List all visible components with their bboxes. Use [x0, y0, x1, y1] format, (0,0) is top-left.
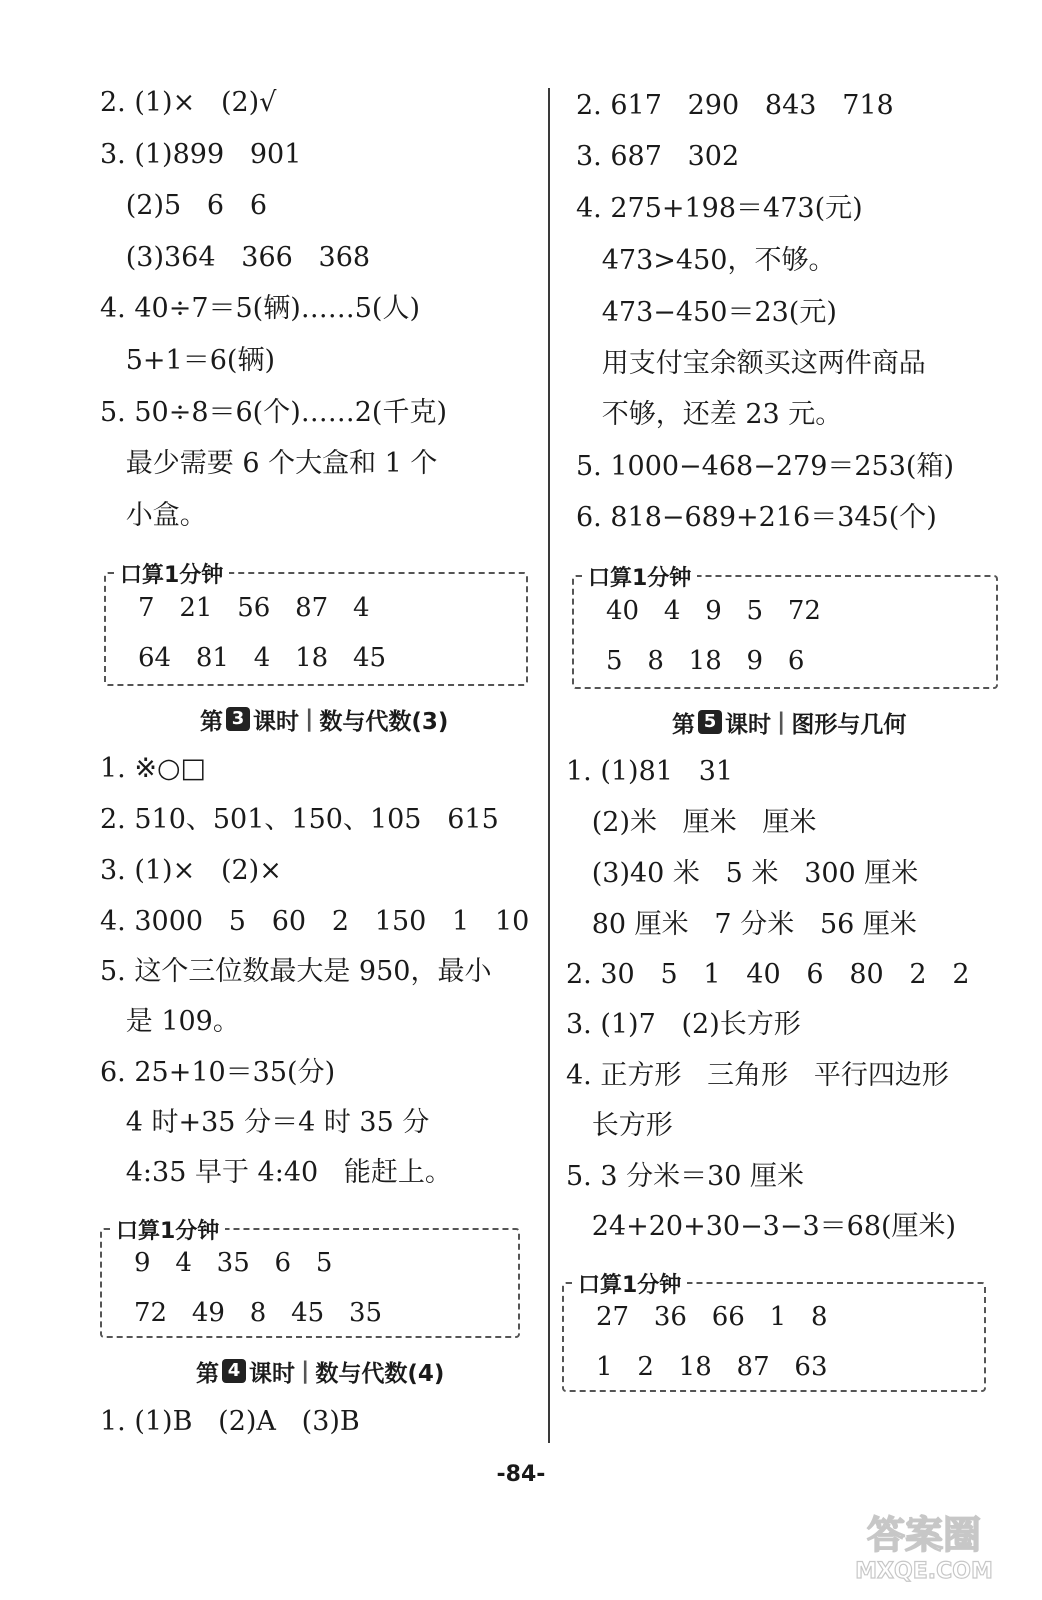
answer-line: 5. 1000−468−279＝253(箱): [576, 451, 954, 482]
page-number: -84-: [496, 1462, 546, 1487]
lesson-number-badge: 4: [222, 1359, 246, 1383]
oral-calc-row: 64 81 4 18 45: [138, 643, 387, 673]
answer-line: 1. (1)B (2)A (3)B: [100, 1406, 360, 1437]
watermark-logo: [824, 1506, 1024, 1586]
lesson-separator: |: [777, 709, 786, 735]
lesson-title: 数与代数(4): [315, 1360, 445, 1387]
answer-line: 长方形: [566, 1110, 673, 1141]
answer-line: 2. 510、501、150、105 615: [100, 804, 499, 835]
oral-calc-label: 口算1分钟: [582, 565, 697, 593]
answer-line: (2)米 厘米 厘米: [566, 807, 817, 838]
watermark-text-cn: 答案圈: [866, 1513, 982, 1557]
oral-calc-row: 1 2 18 87 63: [596, 1352, 828, 1382]
answer-line: 80 厘米 7 分米 56 厘米: [566, 909, 917, 940]
lesson-title: 数与代数(3): [319, 708, 449, 735]
answer-line: 2. 30 5 1 40 6 80 2 2: [566, 959, 970, 990]
answer-line: 用支付宝余额买这两件商品: [576, 348, 926, 379]
answer-line: 5. 50÷8＝6(个)……2(千克): [100, 397, 447, 428]
lesson-prefix: 第: [672, 711, 695, 738]
answer-line: 4 时+35 分＝4 时 35 分: [100, 1107, 430, 1138]
answer-line: 最少需要 6 个大盒和 1 个: [100, 448, 438, 479]
oral-calc-label: 口算1分钟: [114, 562, 229, 590]
answer-line: 4. 正方形 三角形 平行四边形: [566, 1060, 949, 1091]
answer-line: 4. 40÷7＝5(辆)……5(人): [100, 293, 420, 324]
answer-line: 小盒。: [100, 500, 207, 531]
oral-calc-row: 40 4 9 5 72: [606, 596, 821, 626]
answer-line: 是 109。: [100, 1006, 240, 1037]
lesson-suffix: 课时: [249, 1360, 295, 1387]
answer-line: (3)364 366 368: [100, 242, 371, 273]
answer-line: 6. 818−689+216＝345(个): [576, 502, 937, 533]
answer-line: 不够，还差 23 元。: [576, 399, 843, 430]
lesson-heading: [672, 705, 906, 739]
lesson-number-badge: 5: [698, 710, 722, 734]
answer-line: 473>450，不够。: [576, 245, 836, 276]
answer-line: 2. (1)× (2)√: [100, 87, 277, 118]
lesson-prefix: 第: [196, 1360, 219, 1387]
oral-calc-row: 72 49 8 45 35: [134, 1298, 383, 1328]
lesson-suffix: 课时: [725, 711, 771, 738]
answer-line: 3. (1)× (2)×: [100, 855, 282, 886]
lesson-suffix: 课时: [253, 708, 299, 735]
oral-calc-row: 9 4 35 6 5: [134, 1248, 333, 1278]
oral-calc-row: 7 21 56 87 4: [138, 593, 370, 623]
oral-calc-row: 27 36 66 1 8: [596, 1302, 828, 1332]
lesson-separator: |: [305, 706, 314, 732]
answer-line: 5. 这个三位数最大是 950，最小: [100, 956, 492, 987]
answer-line: 1. (1)81 31: [566, 756, 734, 787]
lesson-number-badge: 3: [226, 707, 250, 731]
answer-line: 4. 275+198＝473(元): [576, 193, 863, 224]
answer-line: 3. (1)899 901: [100, 139, 302, 170]
lesson-heading: [200, 702, 448, 736]
answer-line: 4:35 早于 4:40 能赶上。: [100, 1157, 452, 1188]
lesson-heading: [196, 1354, 444, 1388]
answer-line: 5. 3 分米＝30 厘米: [566, 1161, 805, 1192]
answer-line: 473−450＝23(元): [576, 297, 837, 328]
watermark-text-url: MXQE.COM: [855, 1559, 993, 1584]
answer-line: 1. ※○□: [100, 753, 207, 784]
answer-line: 24+20+30−3−3＝68(厘米): [566, 1211, 957, 1242]
answer-line: 4. 3000 5 60 2 150 1 10: [100, 906, 530, 937]
answer-line: 6. 25+10＝35(分): [100, 1057, 336, 1088]
lesson-prefix: 第: [200, 708, 223, 735]
answer-line: (3)40 米 5 米 300 厘米: [566, 858, 919, 889]
oral-calc-label: 口算1分钟: [110, 1218, 225, 1246]
oral-calc-label: 口算1分钟: [572, 1272, 687, 1300]
answer-line: 2. 617 290 843 718: [576, 90, 894, 121]
lesson-title: 图形与几何: [791, 711, 907, 738]
oral-calc-row: 5 8 18 9 6: [606, 646, 805, 676]
answer-line: 3. (1)7 (2)长方形: [566, 1009, 801, 1040]
answer-line: 5+1＝6(辆): [100, 345, 275, 376]
answer-line: (2)5 6 6: [100, 190, 268, 221]
column-divider: [548, 88, 550, 1443]
lesson-separator: |: [301, 1358, 310, 1384]
answer-line: 3. 687 302: [576, 141, 740, 172]
